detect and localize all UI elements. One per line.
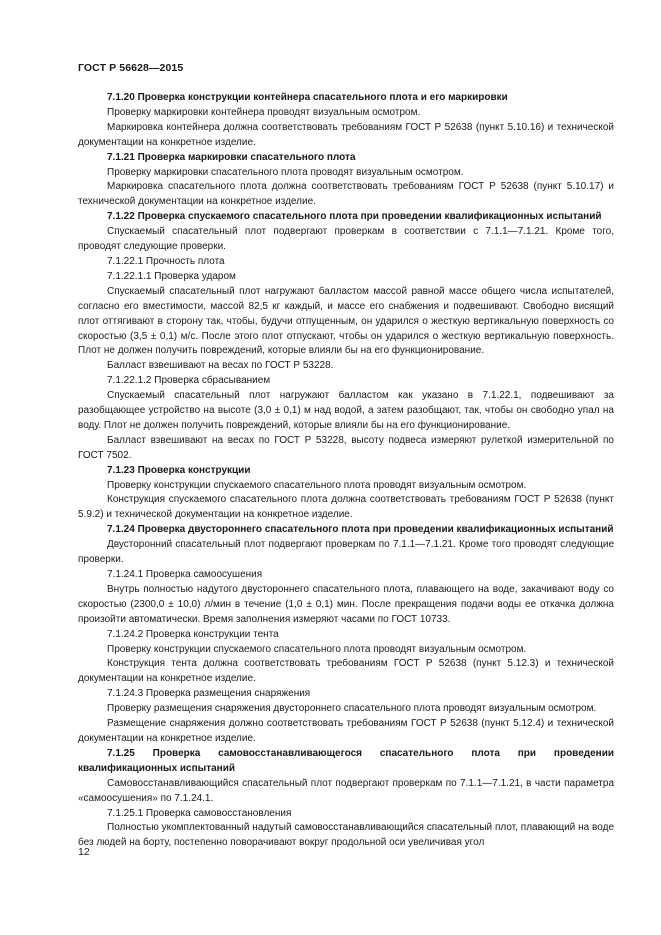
paragraph: 7.1.25.1 Проверка самовосстановления	[107, 807, 292, 819]
paragraph: Самовосстанавливающийся спасательный плот подвергают проверкам по 7.1.1—7.1.21, в части параметра «самоосушения» по 7.1.24.1.	[78, 777, 614, 804]
page-number: 12	[78, 846, 90, 858]
section-heading: 7.1.23 Проверка конструкции	[107, 464, 251, 476]
paragraph: 7.1.24.2 Проверка конструкции тента	[107, 628, 279, 640]
paragraph: Спускаемый спасательный плот нагружают балластом как указано в 7.1.22.1, подвешивают за разобщающее устройство на высоте (3,0 ± 0,1) м над водой, а затем разобщают, так, чтобы он свободно упал на воду. Плот не должен получить повреждений, которые влияли бы на его функционирование.	[78, 390, 614, 431]
paragraph: Проверку конструкции спускаемого спасательного плота проводят визуальным осмотром.	[107, 643, 527, 655]
paragraph: 7.1.24.1 Проверка самоосушения	[107, 569, 263, 580]
section-heading: 7.1.25 Проверка самовосстанавливающегося спасательного плота при проведении квалификационных испытаний	[78, 747, 614, 774]
paragraph: 7.1.22.1.2 Проверка сбрасыванием	[107, 375, 271, 387]
paragraph: Балласт взвешивают на весах по ГОСТ Р 53228.	[107, 360, 334, 372]
document-header: ГОСТ Р 56628—2015	[78, 62, 184, 74]
paragraph: Внутрь полностью надутого двустороннего спасательного плота, плавающего на воде, закачивают воду со скоростью (2300,0 ± 10,0) л/мин в течение (1,0 ± 0,1) мин. После прекращения подачи воды ее откачка должна произойти автоматически. Время заполнения измеряют часами по ГОСТ 10733.	[78, 583, 614, 625]
paragraph: 7.1.22.1 Прочность плота	[107, 255, 225, 267]
paragraph: Двусторонний спасательный плот подвергают проверкам по 7.1.1—7.1.21. Кроме того проводят следующие проверки.	[78, 539, 614, 566]
paragraph: 7.1.24.3 Проверка размещения снаряжения	[107, 688, 311, 700]
section-heading: 7.1.24 Проверка двустороннего спасательного плота при проведении квалификационных испытаний	[107, 524, 614, 536]
paragraph: Проверку маркировки спасательного плота проводят визуальным осмотром.	[107, 166, 464, 178]
paragraph: Спускаемый спасательный плот нагружают балластом массой равной массе общего числа испытателей, согласно его вместимости, массой 82,5 кг каждый, и массе его снабжения и подвешивают. Свободно висящий плот оттягивают в сторону так, чтобы, будучи отпущенным, он ударился о жесткую вертикальную поверхность со скоростью (3,5 ± 0,1) м/с. После этого плот отпускают, чтобы он ударился о жесткую вертикальную поверхность. Плот не должен получить повреждений, которые влияли бы на его функционирование.	[78, 285, 614, 357]
paragraph: Проверку конструкции спускаемого спасательного плота проводят визуальным осмотром.	[107, 479, 527, 491]
paragraph: Полностью укомплектованный надутый самовосстанавливающийся спасательный плот, плавающий на воде без людей на борту, постепенно поворачивают вокруг продольной оси увеличивая угол	[78, 822, 614, 849]
paragraph: 7.1.22.1.1 Проверка ударом	[107, 270, 236, 282]
paragraph: Спускаемый спасательный плот подвергают проверкам в соответствии с 7.1.1—7.1.21. Кроме того, проводят следующие проверки.	[78, 226, 614, 253]
paragraph: Проверку маркировки контейнера проводят визуальным осмотром.	[107, 106, 421, 118]
paragraph: Конструкция тента должна соответствовать требованиям ГОСТ Р 52638 (пункт 5.12.3) и технической документации на конкретное изделие.	[78, 658, 614, 685]
paragraph: Маркировка контейнера должна соответствовать требованиям ГОСТ Р 52638 (пункт 5.10.16) и технической документации на конкретное изделие.	[78, 121, 614, 148]
paragraph: Маркировка спасательного плота должна соответствовать требованиям ГОСТ Р 52638 (пункт 5.10.17) и технической документации на конкретное изделие.	[78, 181, 614, 208]
section-heading: 7.1.22 Проверка спускаемого спасательного плота при проведении квалификационных испытаний	[107, 211, 602, 223]
section-heading: 7.1.21 Проверка маркировки спасательного плота	[107, 151, 356, 163]
paragraph: Конструкция спускаемого спасательного плота должна соответствовать требованиям ГОСТ Р 52638 (пункт 5.9.2) и технической документации на конкретное изделие.	[78, 494, 614, 521]
section-heading: 7.1.20 Проверка конструкции контейнера спасательного плота и его маркировки	[107, 92, 508, 103]
paragraph: Балласт взвешивают на весах по ГОСТ Р 53228, высоту подвеса измеряют рулеткой измерительной по ГОСТ 7502.	[78, 434, 614, 461]
paragraph: Размещение снаряжения должно соответствовать требованиям ГОСТ Р 52638 (пункт 5.12.4) и технической документации на конкретное изделие.	[78, 718, 614, 744]
paragraph: Проверку размещения снаряжения двустороннего спасательного плота проводят визуальным осмотром.	[107, 703, 597, 715]
document-body	[78, 91, 614, 851]
